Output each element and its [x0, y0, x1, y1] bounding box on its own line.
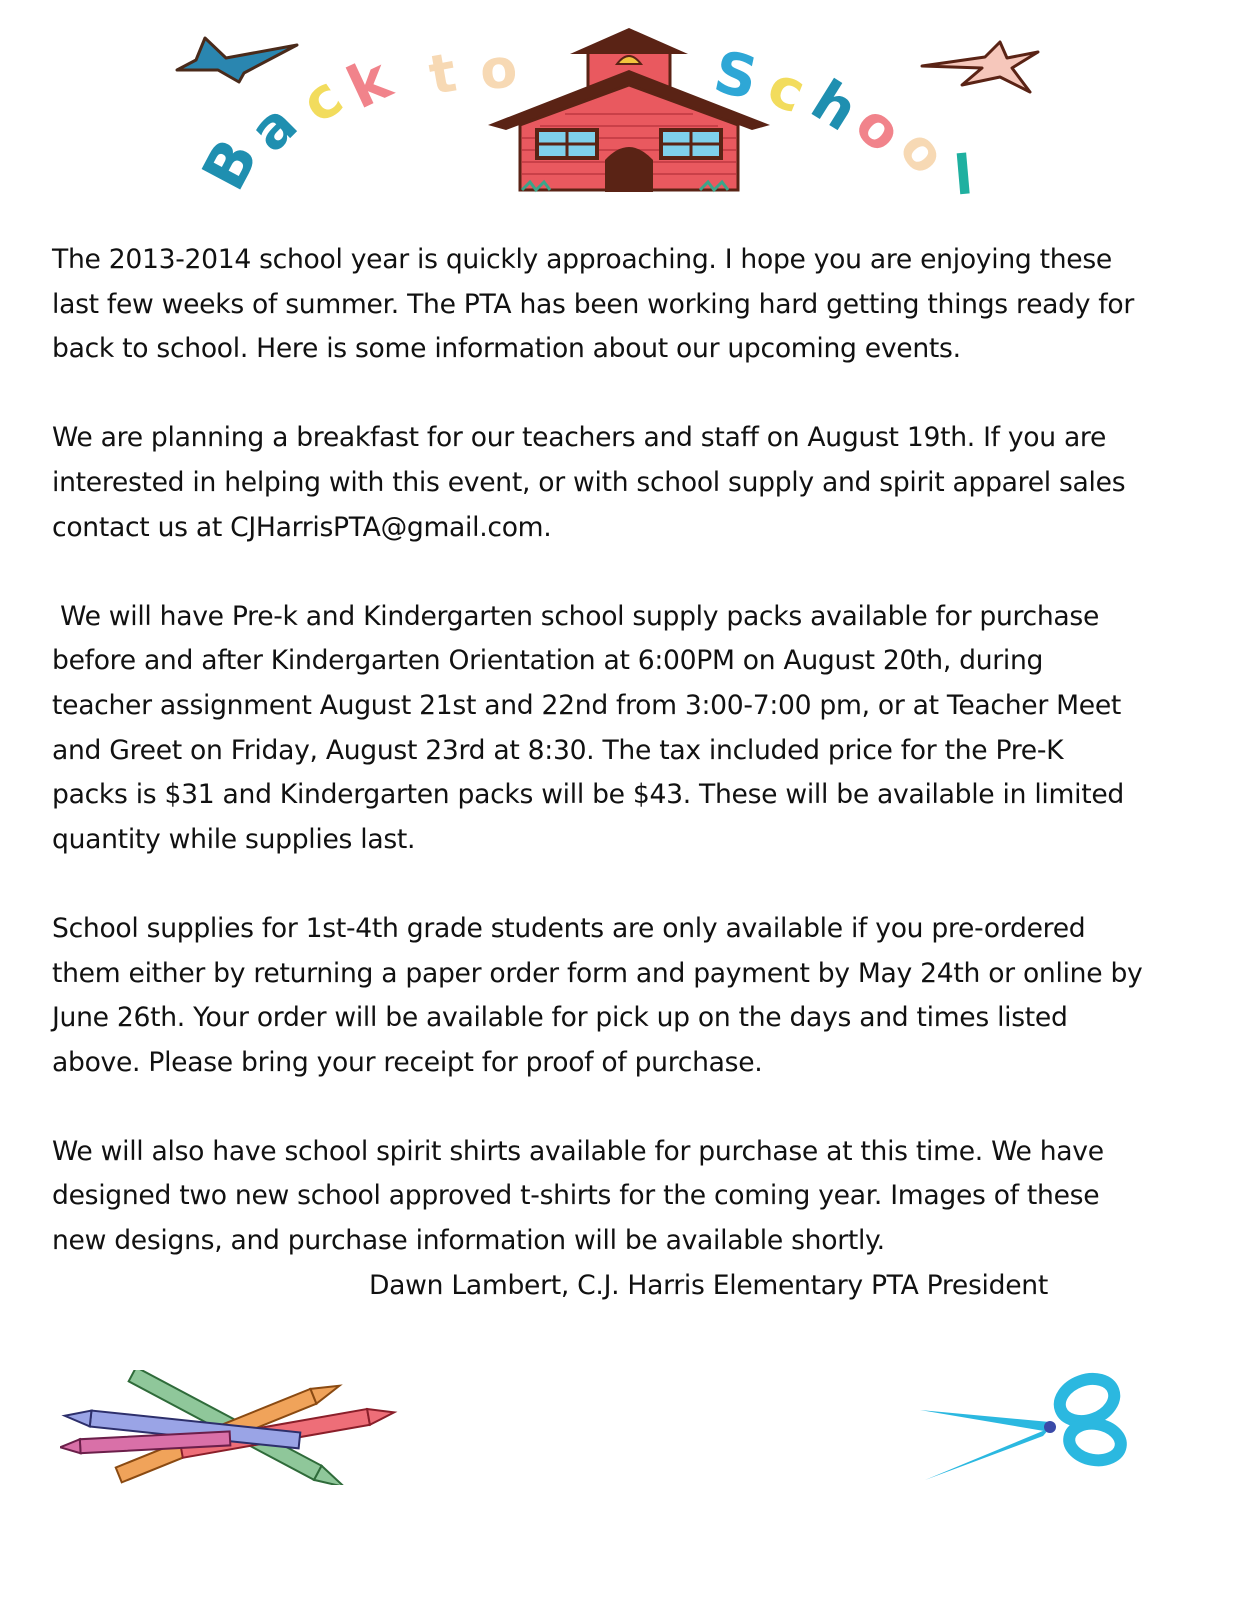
text-line: above. Please bring your receipt for proof of purchase. [52, 1046, 763, 1078]
text-line: packs is $31 and Kindergarten packs will be $43. These will be available in limited [52, 779, 1124, 811]
scissors-icon [915, 1370, 1135, 1490]
banner-letter: o [886, 117, 960, 186]
text-line: June 26th. Your order will be available for pick up on the days and times listed [52, 1002, 1068, 1034]
banner-letter: k [337, 44, 401, 123]
text-line: The 2013-2014 school year is quickly approaching. I hope you are enjoying these [52, 244, 1112, 275]
text-line: We will also have school spirit shirts available for purchase at this time. We have [52, 1135, 1104, 1167]
banner-letter: o [842, 91, 915, 166]
star-right-icon [922, 42, 1038, 92]
text-line: interested in helping with this event, or with school supply and spirit apparel sales [52, 466, 1126, 498]
text-line: We are planning a breakfast for our teachers and staff on August 19th. If you are [52, 422, 1107, 454]
letter-body [52, 238, 1187, 1308]
banner-letter: B [189, 128, 273, 202]
text-line: designed two new school approved t-shirts for the coming year. Images of these [52, 1180, 1100, 1212]
banner-letter: a [237, 91, 311, 165]
paragraph-intro [52, 238, 1187, 372]
paragraph-supply-packs [52, 595, 1187, 863]
text-line: School supplies for 1st-4th grade students are only available if you pre-ordered [52, 912, 1086, 944]
banner-letter: c [289, 64, 355, 137]
text-line: and Greet on Friday, August 23rd at 8:30. The tax included price for the Pre-K [52, 734, 1064, 766]
back-to-school-banner [0, 0, 1237, 215]
text-line: contact us at CJHarrisPTA@gmail.com. [52, 511, 552, 543]
signature: Dawn Lambert, C.J. Harris Elementary PTA President [369, 1269, 1048, 1301]
text-line: teacher assignment August 21st and 22nd from 3:00-7:00 pm, or at Teacher Meet [52, 689, 1122, 721]
text-line: quantity while supplies last. [52, 823, 416, 855]
banner-letter: h [800, 68, 869, 145]
paragraph-preorders [52, 907, 1187, 1085]
banner-letter: S [708, 37, 764, 113]
paragraph-breakfast [52, 416, 1187, 550]
banner-letter: o [477, 36, 520, 103]
text-line: We will have Pre-k and Kindergarten school supply packs available for purchase [52, 600, 1100, 632]
text-line: new designs, and purchase information will be available shortly. [52, 1225, 885, 1257]
banner-letter: c [758, 53, 814, 127]
crayons-icon [60, 1370, 405, 1485]
paragraph-spirit-shirts [52, 1130, 1187, 1308]
text-line: back to school. Here is some information about our upcoming events. [52, 333, 961, 365]
banner-letter: l [951, 143, 976, 208]
text-line: last few weeks of summer. The PTA has been working hard getting things ready for [52, 288, 1134, 320]
banner-letter: t [424, 40, 461, 108]
star-left-icon [177, 38, 297, 82]
text-line: them either by returning a paper order form and payment by May 24th or online by [52, 957, 1143, 989]
text-line: before and after Kindergarten Orientation at 6:00PM on August 20th, during [52, 645, 1044, 677]
